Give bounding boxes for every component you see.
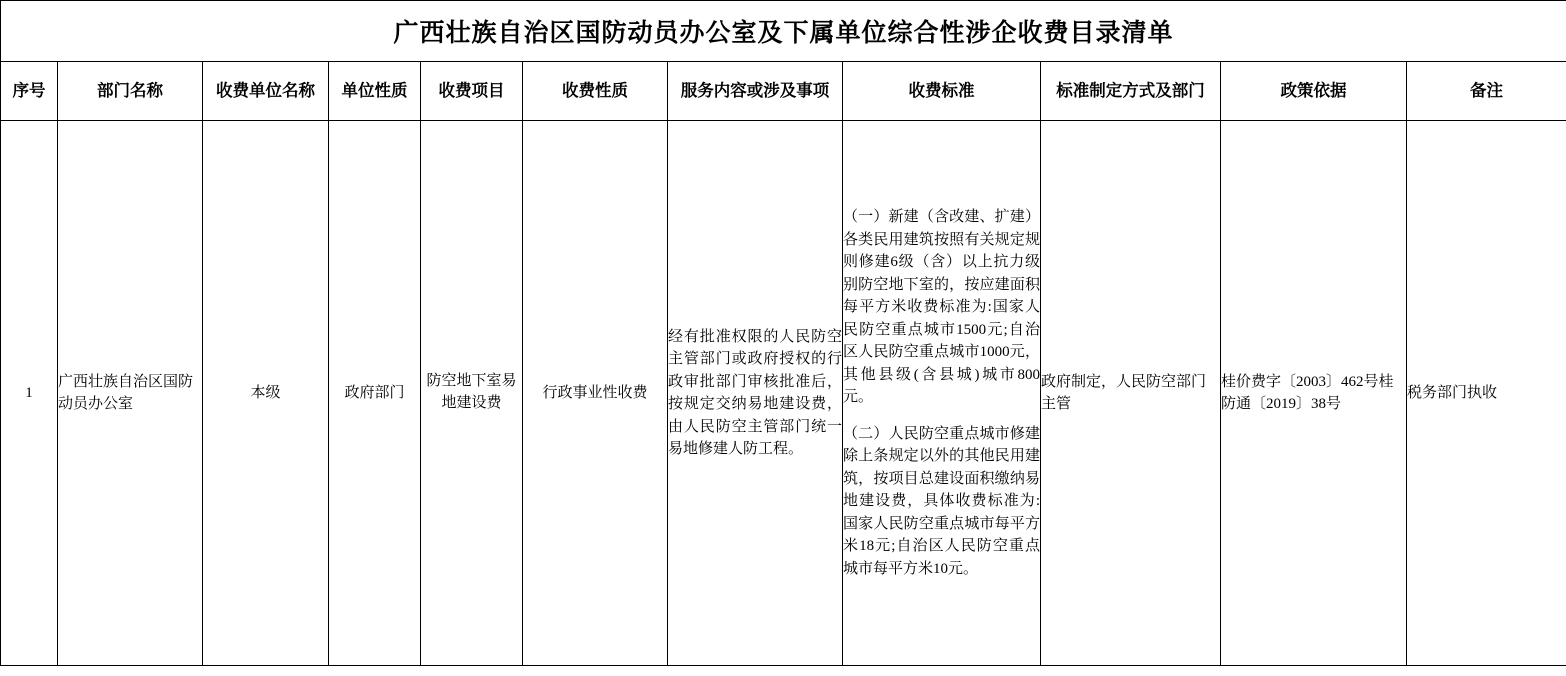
title-row	[1, 1, 1566, 62]
column-header-policy-basis: 政策依据	[1221, 62, 1407, 121]
page-title: 广西壮族自治区国防动员办公室及下属单位综合性涉企收费目录清单	[1, 1, 1566, 62]
column-header-charge-item: 收费项目	[421, 62, 523, 121]
table-row	[1, 121, 1566, 666]
column-header-remark: 备注	[1407, 62, 1566, 121]
charge-standard-paragraph-2: （二）人民防空重点城市修建除上条规定以外的其他民用建筑，按项目总建设面积缴纳易地建设费，具体收费标准为:国家人民防空重点城市每平方米18元;自治区人民防空重点城市每平方米10元。	[843, 425, 1040, 577]
cell-charging-unit: 本级	[203, 121, 329, 666]
cell-service-content: 经有批准权限的人民防空主管部门或政府授权的行政审批部门审核批准后，按规定交纳易地建设费，由人民防空主管部门统一易地修建人防工程。	[668, 121, 843, 666]
column-header-service-content: 服务内容或涉及事项	[668, 62, 843, 121]
cell-remark: 税务部门执收	[1407, 121, 1566, 666]
cell-standard-maker: 政府制定，人民防空部门主管	[1041, 121, 1221, 666]
cell-charge-item: 防空地下室易地建设费	[421, 121, 523, 666]
cell-charge-nature: 行政事业性收费	[523, 121, 668, 666]
cell-department: 广西壮族自治区国防动员办公室	[58, 121, 203, 666]
cell-unit-nature: 政府部门	[329, 121, 421, 666]
cell-charge-standard	[843, 121, 1041, 666]
column-header-charge-standard: 收费标准	[843, 62, 1041, 121]
cell-policy-basis: 桂价费字〔2003〕462号桂防通〔2019〕38号	[1221, 121, 1407, 666]
charge-standard-paragraph-1: （一）新建（含改建、扩建）各类民用建筑按照有关规定规则修建6级（含）以上抗力级别防空地下室的，按应建面积每平方米收费标准为:国家人民防空重点城市1500元;自治区人民防空重点城市1000元，其他县级(含县城)城市800元。	[843, 209, 1040, 405]
table-header-row	[1, 62, 1566, 121]
column-header-department: 部门名称	[58, 62, 203, 121]
column-header-charge-nature: 收费性质	[523, 62, 668, 121]
cell-index: 1	[1, 121, 58, 666]
column-header-charging-unit: 收费单位名称	[203, 62, 329, 121]
column-header-index: 序号	[1, 62, 58, 121]
column-header-standard-maker: 标准制定方式及部门	[1041, 62, 1221, 121]
column-header-unit-nature: 单位性质	[329, 62, 421, 121]
